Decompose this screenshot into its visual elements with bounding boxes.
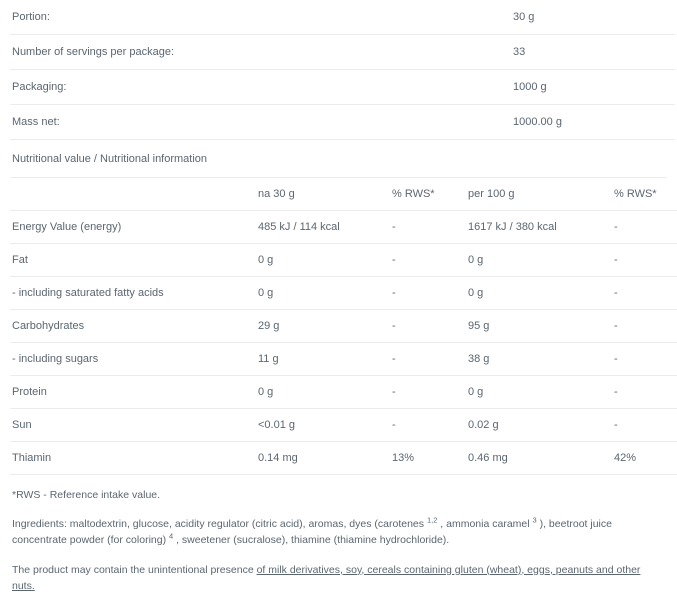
column-header-per-100g: per 100 g xyxy=(468,188,515,200)
ingredients-suffix: , sweetener (sucralose), thiamine (thiamine hydrochloride). xyxy=(173,534,450,547)
nutrient-rws-portion: - xyxy=(392,353,396,365)
nutrient-rws-portion: - xyxy=(392,221,396,233)
table-row xyxy=(10,211,677,244)
nutrient-per-100g: 0 g xyxy=(468,287,484,299)
nutrient-name: - including saturated fatty acids xyxy=(12,287,164,299)
spec-label: Portion: xyxy=(12,11,50,23)
nutrient-per-portion: 0 g xyxy=(258,254,274,266)
table-header-row xyxy=(10,178,677,211)
table-row xyxy=(10,343,677,376)
table-row xyxy=(10,70,675,105)
nutrition-section-heading: Nutritional value / Nutritional information xyxy=(10,140,667,178)
table-row xyxy=(10,35,675,70)
ingredients-footnote-marker-2: 3 xyxy=(532,515,537,525)
nutrient-name: Fat xyxy=(12,254,28,266)
column-header-nutrient xyxy=(10,178,256,211)
nutrient-rws-portion: - xyxy=(392,287,396,299)
column-header-rws-portion: % RWS* xyxy=(392,188,435,200)
nutrient-per-portion: 0 g xyxy=(258,386,274,398)
nutrient-rws-portion: - xyxy=(392,419,396,431)
nutrient-per-100g: 0 g xyxy=(468,386,484,398)
ingredients-footnote-marker-1: 1,2 xyxy=(426,515,438,525)
nutrient-rws-100g: - xyxy=(614,386,618,398)
nutrient-per-100g: 0.46 mg xyxy=(468,452,508,464)
nutrient-name: Energy Value (energy) xyxy=(12,221,122,233)
nutrient-name: - including sugars xyxy=(12,353,99,365)
allergen-prefix: The product may contain the unintentional presence xyxy=(12,563,257,576)
spec-label: Packaging: xyxy=(12,81,67,93)
nutrient-per-portion: 11 g xyxy=(258,353,279,365)
table-row xyxy=(10,105,675,140)
nutrient-per-portion: 0.14 mg xyxy=(258,452,298,464)
table-row xyxy=(10,409,677,442)
nutrient-rws-100g: - xyxy=(614,320,618,332)
nutrient-rws-portion: - xyxy=(392,254,396,266)
allergen-list: of milk derivatives, soy, cereals containing gluten (wheat), eggs, peanuts and other nuts. xyxy=(12,563,641,592)
nutrient-per-portion: 485 kJ / 114 kcal xyxy=(258,221,340,233)
table-row xyxy=(10,310,677,343)
nutrition-table xyxy=(10,178,677,475)
nutrient-rws-100g: - xyxy=(614,221,618,233)
nutrient-per-100g: 0.02 g xyxy=(468,419,499,431)
product-spec-table xyxy=(10,0,675,140)
nutrient-per-portion: 0 g xyxy=(258,287,274,299)
nutrient-rws-100g: - xyxy=(614,419,618,431)
ingredients-mid-1: , ammonia caramel xyxy=(437,518,533,531)
table-row xyxy=(10,277,677,310)
nutrient-per-portion: <0.01 g xyxy=(258,419,296,431)
spec-value: 1000 g xyxy=(513,81,547,93)
spec-value: 30 g xyxy=(513,11,535,23)
allergen-paragraph xyxy=(10,549,667,594)
spec-value: 33 xyxy=(513,46,526,58)
table-row xyxy=(10,442,677,475)
nutrient-per-100g: 1617 kJ / 380 kcal xyxy=(468,221,557,233)
nutrient-rws-100g: - xyxy=(614,353,618,365)
ingredients-prefix: Ingredients: maltodextrin, glucose, acidity regulator (citric acid), aromas, dyes (carotenes xyxy=(12,518,427,531)
nutrient-name: Protein xyxy=(12,386,47,398)
nutrient-rws-portion: - xyxy=(392,320,396,332)
nutrient-per-portion: 29 g xyxy=(258,320,280,332)
nutrient-rws-100g: - xyxy=(614,287,618,299)
nutrient-rws-portion: 13% xyxy=(392,452,415,464)
ingredients-footnote-marker-3: 4 xyxy=(169,531,174,541)
column-header-rws-100g: % RWS* xyxy=(614,188,657,200)
ingredients-paragraph xyxy=(10,503,667,549)
rws-footnote: *RWS - Reference intake value. xyxy=(12,489,161,501)
table-row xyxy=(10,244,677,277)
spec-value: 1000.00 g xyxy=(513,116,562,128)
nutrient-name: Sun xyxy=(12,419,32,431)
table-row xyxy=(10,376,677,409)
column-header-per-portion: na 30 g xyxy=(258,188,295,200)
nutrient-rws-100g: 42% xyxy=(614,452,637,464)
spec-label: Mass net: xyxy=(12,116,60,128)
table-row xyxy=(10,0,675,35)
ingredients-mid-2: ), beetroot juice concentrate powder (for coloring) xyxy=(12,518,612,547)
nutrient-rws-100g: - xyxy=(614,254,618,266)
nutrient-per-100g: 0 g xyxy=(468,254,484,266)
nutrient-rws-portion: - xyxy=(392,386,396,398)
nutrient-per-100g: 38 g xyxy=(468,353,490,365)
spec-label: Number of servings per package: xyxy=(12,46,175,58)
nutrient-name: Carbohydrates xyxy=(12,320,85,332)
nutrient-per-100g: 95 g xyxy=(468,320,490,332)
nutrient-name: Thiamin xyxy=(12,452,52,464)
